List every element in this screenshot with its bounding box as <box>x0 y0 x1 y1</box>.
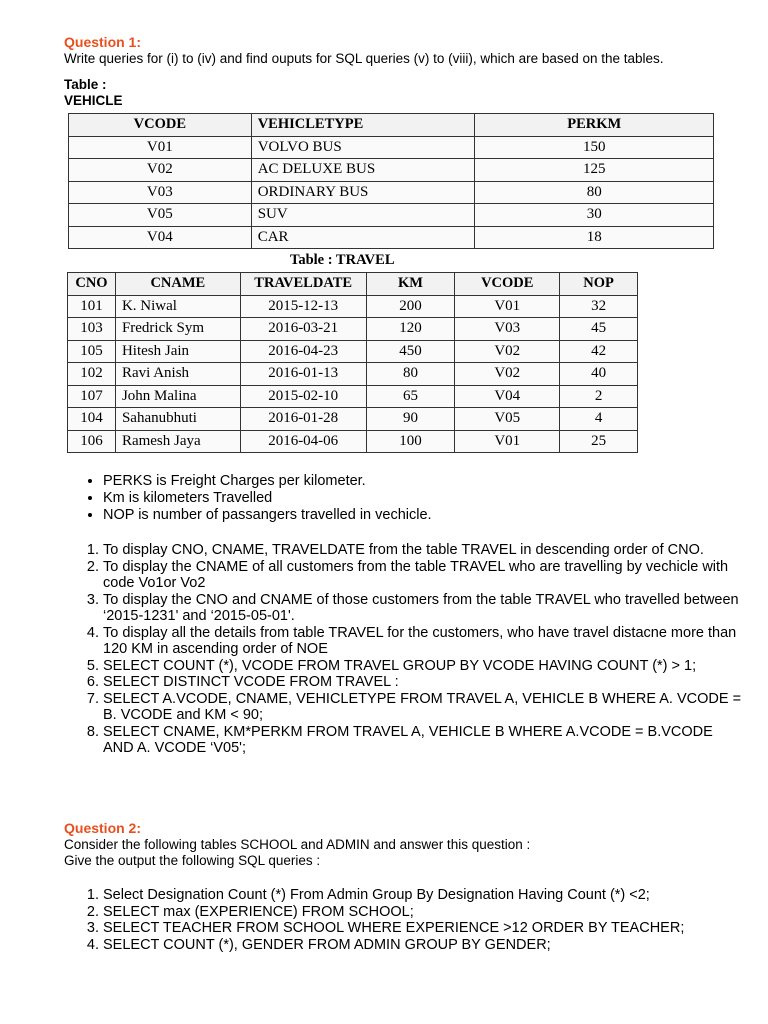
nop-cell: 40 <box>560 363 638 386</box>
km-cell: 120 <box>366 318 455 341</box>
perkm-cell: 18 <box>475 226 714 249</box>
travel-header-cname: CNAME <box>115 273 240 296</box>
travel-header-km: KM <box>366 273 455 296</box>
travel-header-cno: CNO <box>68 273 116 296</box>
list-item: • Km is kilometers Travelled <box>103 490 432 507</box>
cno-cell: 101 <box>68 295 116 318</box>
question-1-intro: Write queries for (i) to (iv) and find ouputs for SQL queries (v) to (viii), which are based on the tables. <box>64 51 664 66</box>
vcode-cell: V02 <box>455 363 560 386</box>
question-1-list <box>64 542 743 757</box>
list-item: 2. To display the CNAME of all customers from the table TRAVEL who are travelling by vechicle with code Vo1or Vo2 <box>103 559 743 592</box>
list-item: 3. To display the CNO and CNAME of those customers from the table TRAVEL who travelled between ‘2015-1231' and ‘2015-05-01'. <box>103 592 743 625</box>
list-item: 2. SELECT max (EXPERIENCE) FROM SCHOOL; <box>103 904 768 921</box>
cname-cell: Ramesh Jaya <box>115 430 240 453</box>
table-row <box>69 159 714 182</box>
vcode-cell: V01 <box>455 430 560 453</box>
question-2-title: Question 2: <box>64 820 142 836</box>
vehicle-table-name: VEHICLE <box>64 93 123 108</box>
travel-table <box>67 272 638 453</box>
km-cell: 80 <box>366 363 455 386</box>
cno-cell: 105 <box>68 340 116 363</box>
question-2-list <box>64 887 768 953</box>
list-item: 6. SELECT DISTINCT VCODE FROM TRAVEL : <box>103 674 743 691</box>
table-row <box>68 340 638 363</box>
list-item: 7. SELECT A.VCODE, CNAME, VEHICLETYPE FROM TRAVEL A, VEHICLE B WHERE A. VCODE = B. VCODE and KM < 90; <box>103 691 743 724</box>
traveldate-cell: 2016-04-06 <box>240 430 366 453</box>
table-row <box>68 295 638 318</box>
vehicletype-cell: CAR <box>251 226 475 249</box>
cname-cell: Hitesh Jain <box>115 340 240 363</box>
table-row <box>68 363 638 386</box>
traveldate-cell: 2015-12-13 <box>240 295 366 318</box>
perkm-cell: 30 <box>475 204 714 227</box>
table-row <box>69 204 714 227</box>
nop-cell: 32 <box>560 295 638 318</box>
vcode-cell: V05 <box>69 204 252 227</box>
vcode-cell: V04 <box>69 226 252 249</box>
travel-table-caption: Table : TRAVEL <box>290 252 395 268</box>
nop-cell: 25 <box>560 430 638 453</box>
cno-cell: 104 <box>68 408 116 431</box>
travel-header-traveldate: TRAVELDATE <box>240 273 366 296</box>
km-cell: 450 <box>366 340 455 363</box>
traveldate-cell: 2016-04-23 <box>240 340 366 363</box>
traveldate-cell: 2016-03-21 <box>240 318 366 341</box>
question-2-line-1: Consider the following tables SCHOOL and ADMIN and answer this question : <box>64 837 531 852</box>
cno-cell: 102 <box>68 363 116 386</box>
list-item: 4. To display all the details from table TRAVEL for the customers, who have travel distacne more than 120 KM in ascending order of NOE <box>103 625 743 658</box>
nop-cell: 2 <box>560 385 638 408</box>
vehicle-header-vehicletype: VEHICLETYPE <box>251 114 475 137</box>
perkm-cell: 125 <box>475 159 714 182</box>
list-item: 1. Select Designation Count (*) From Admin Group By Designation Having Count (*) <2; <box>103 887 768 904</box>
list-item: • NOP is number of passangers travelled in vechicle. <box>103 507 432 524</box>
km-cell: 65 <box>366 385 455 408</box>
vehicletype-cell: AC DELUXE BUS <box>251 159 475 182</box>
travel-header-nop: NOP <box>560 273 638 296</box>
vcode-cell: V03 <box>455 318 560 341</box>
vcode-cell: V01 <box>455 295 560 318</box>
notes-list <box>64 473 432 524</box>
cno-cell: 103 <box>68 318 116 341</box>
traveldate-cell: 2016-01-28 <box>240 408 366 431</box>
table-row <box>69 226 714 249</box>
km-cell: 200 <box>366 295 455 318</box>
traveldate-cell: 2015-02-10 <box>240 385 366 408</box>
travel-header-vcode: VCODE <box>455 273 560 296</box>
nop-cell: 45 <box>560 318 638 341</box>
cname-cell: Fredrick Sym <box>115 318 240 341</box>
vcode-cell: V03 <box>69 181 252 204</box>
table-row <box>68 385 638 408</box>
vehicle-header-perkm: PERKM <box>475 114 714 137</box>
table-label: Table : <box>64 77 107 92</box>
list-item: • PERKS is Freight Charges per kilometer. <box>103 473 432 490</box>
table-row <box>68 318 638 341</box>
vcode-cell: V05 <box>455 408 560 431</box>
table-row <box>68 408 638 431</box>
table-row <box>69 136 714 159</box>
km-cell: 100 <box>366 430 455 453</box>
travel-header-row <box>68 273 638 296</box>
nop-cell: 4 <box>560 408 638 431</box>
traveldate-cell: 2016-01-13 <box>240 363 366 386</box>
perkm-cell: 150 <box>475 136 714 159</box>
cname-cell: Sahanubhuti <box>115 408 240 431</box>
km-cell: 90 <box>366 408 455 431</box>
vehicle-header-vcode: VCODE <box>69 114 252 137</box>
cname-cell: John Malina <box>115 385 240 408</box>
vcode-cell: V02 <box>455 340 560 363</box>
cno-cell: 106 <box>68 430 116 453</box>
list-item: 1. To display CNO, CNAME, TRAVELDATE from the table TRAVEL in descending order of CNO. <box>103 542 743 559</box>
question-2-line-2: Give the output the following SQL queries : <box>64 853 321 868</box>
cno-cell: 107 <box>68 385 116 408</box>
list-item: 5. SELECT COUNT (*), VCODE FROM TRAVEL GROUP BY VCODE HAVING COUNT (*) > 1; <box>103 658 743 675</box>
vehicletype-cell: VOLVO BUS <box>251 136 475 159</box>
cname-cell: K. Niwal <box>115 295 240 318</box>
cname-cell: Ravi Anish <box>115 363 240 386</box>
question-1-title: Question 1: <box>64 34 142 50</box>
table-row <box>68 430 638 453</box>
table-row <box>69 181 714 204</box>
vehicle-table <box>68 113 714 249</box>
vcode-cell: V04 <box>455 385 560 408</box>
vcode-cell: V01 <box>69 136 252 159</box>
nop-cell: 42 <box>560 340 638 363</box>
vehicletype-cell: ORDINARY BUS <box>251 181 475 204</box>
list-item: 4. SELECT COUNT (*), GENDER FROM ADMIN GROUP BY GENDER; <box>103 937 768 954</box>
vehicle-header-row <box>69 114 714 137</box>
perkm-cell: 80 <box>475 181 714 204</box>
vcode-cell: V02 <box>69 159 252 182</box>
vehicletype-cell: SUV <box>251 204 475 227</box>
list-item: 3. SELECT TEACHER FROM SCHOOL WHERE EXPERIENCE >12 ORDER BY TEACHER; <box>103 920 768 937</box>
list-item: 8. SELECT CNAME, KM*PERKM FROM TRAVEL A, VEHICLE B WHERE A.VCODE = B.VCODE AND A. VCODE ‘V05'; <box>103 724 743 757</box>
